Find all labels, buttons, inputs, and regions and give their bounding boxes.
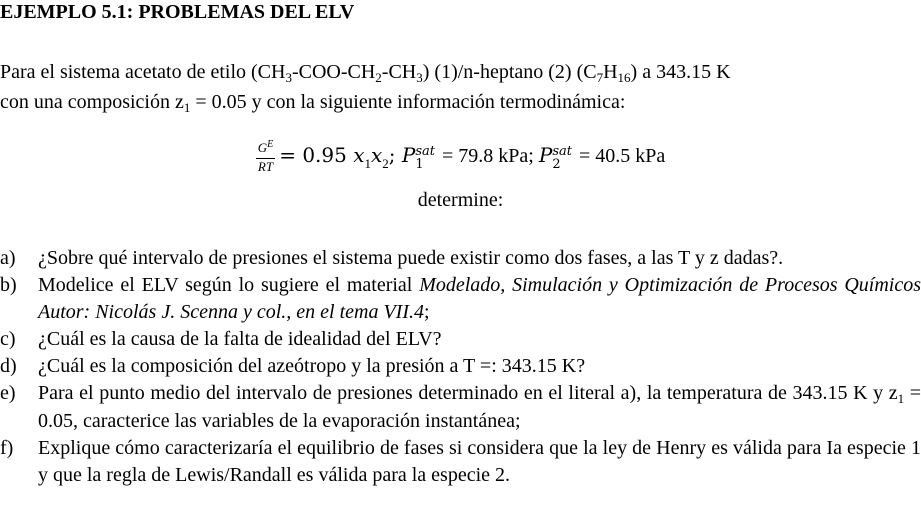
thermo-equation: $\frac{G^E}{RT}$ = 0.95 $x_1x_2$; P sat 1 = 79.8 kPa; P sat 2 = 40.5 kPa (257, 139, 666, 174)
list-item-e: e) Para el punto medio del intervalo de presiones determinado en el literal a), la temperatura de 343.15 K y $z_1 = 0.05$, caracterice las variables de la evaporación instantánea; (0, 382, 921, 432)
list-item-c: c) ¿Cuál es la causa de la falta de idealidad del ELV? (0, 328, 442, 350)
intro-line-1: Para el sistema acetato de etilo $(CH_3-COO-CH_2-CH_3)$ (1)/n-heptano (2) $(C_7H_{16})$ a 343.15 K (0, 61, 731, 85)
list-item-a: a) ¿Sobre qué intervalo de presiones el sistema puede existir como dos fases, a las T y z dadas?. (0, 247, 784, 269)
document-title: EJEMPLO 5.1: PROBLEMAS DEL ELV (0, 1, 355, 23)
list-item-f: f) Explique cómo caracterizaría el equilibrio de fases si considera que la ley de Henry es válida para Ia especie 1 y que la regla de Lewis/Randall es válida para la especie 2. (0, 437, 921, 486)
list-item-b: b) Modelice el ELV según lo sugiere el material Modelado, Simulación y Optimización de Procesos Químicos Autor: Nicolás J. Scenna y col., en el tema VII.4; (0, 274, 921, 323)
determine-label: determine: (417, 189, 504, 211)
question-list (0, 245, 921, 489)
list-item-d: d) ¿Cuál es la composición del azeótropo y la presión a T =: 343.15 K? (0, 355, 586, 377)
intro-paragraph (0, 58, 921, 118)
intro-line-2: con una composición $z_1 = 0.05$ y con la siguiente información termodinámica: (0, 91, 626, 115)
ge-rt-fraction: $\frac{G^E}{RT}$ (257, 139, 274, 174)
